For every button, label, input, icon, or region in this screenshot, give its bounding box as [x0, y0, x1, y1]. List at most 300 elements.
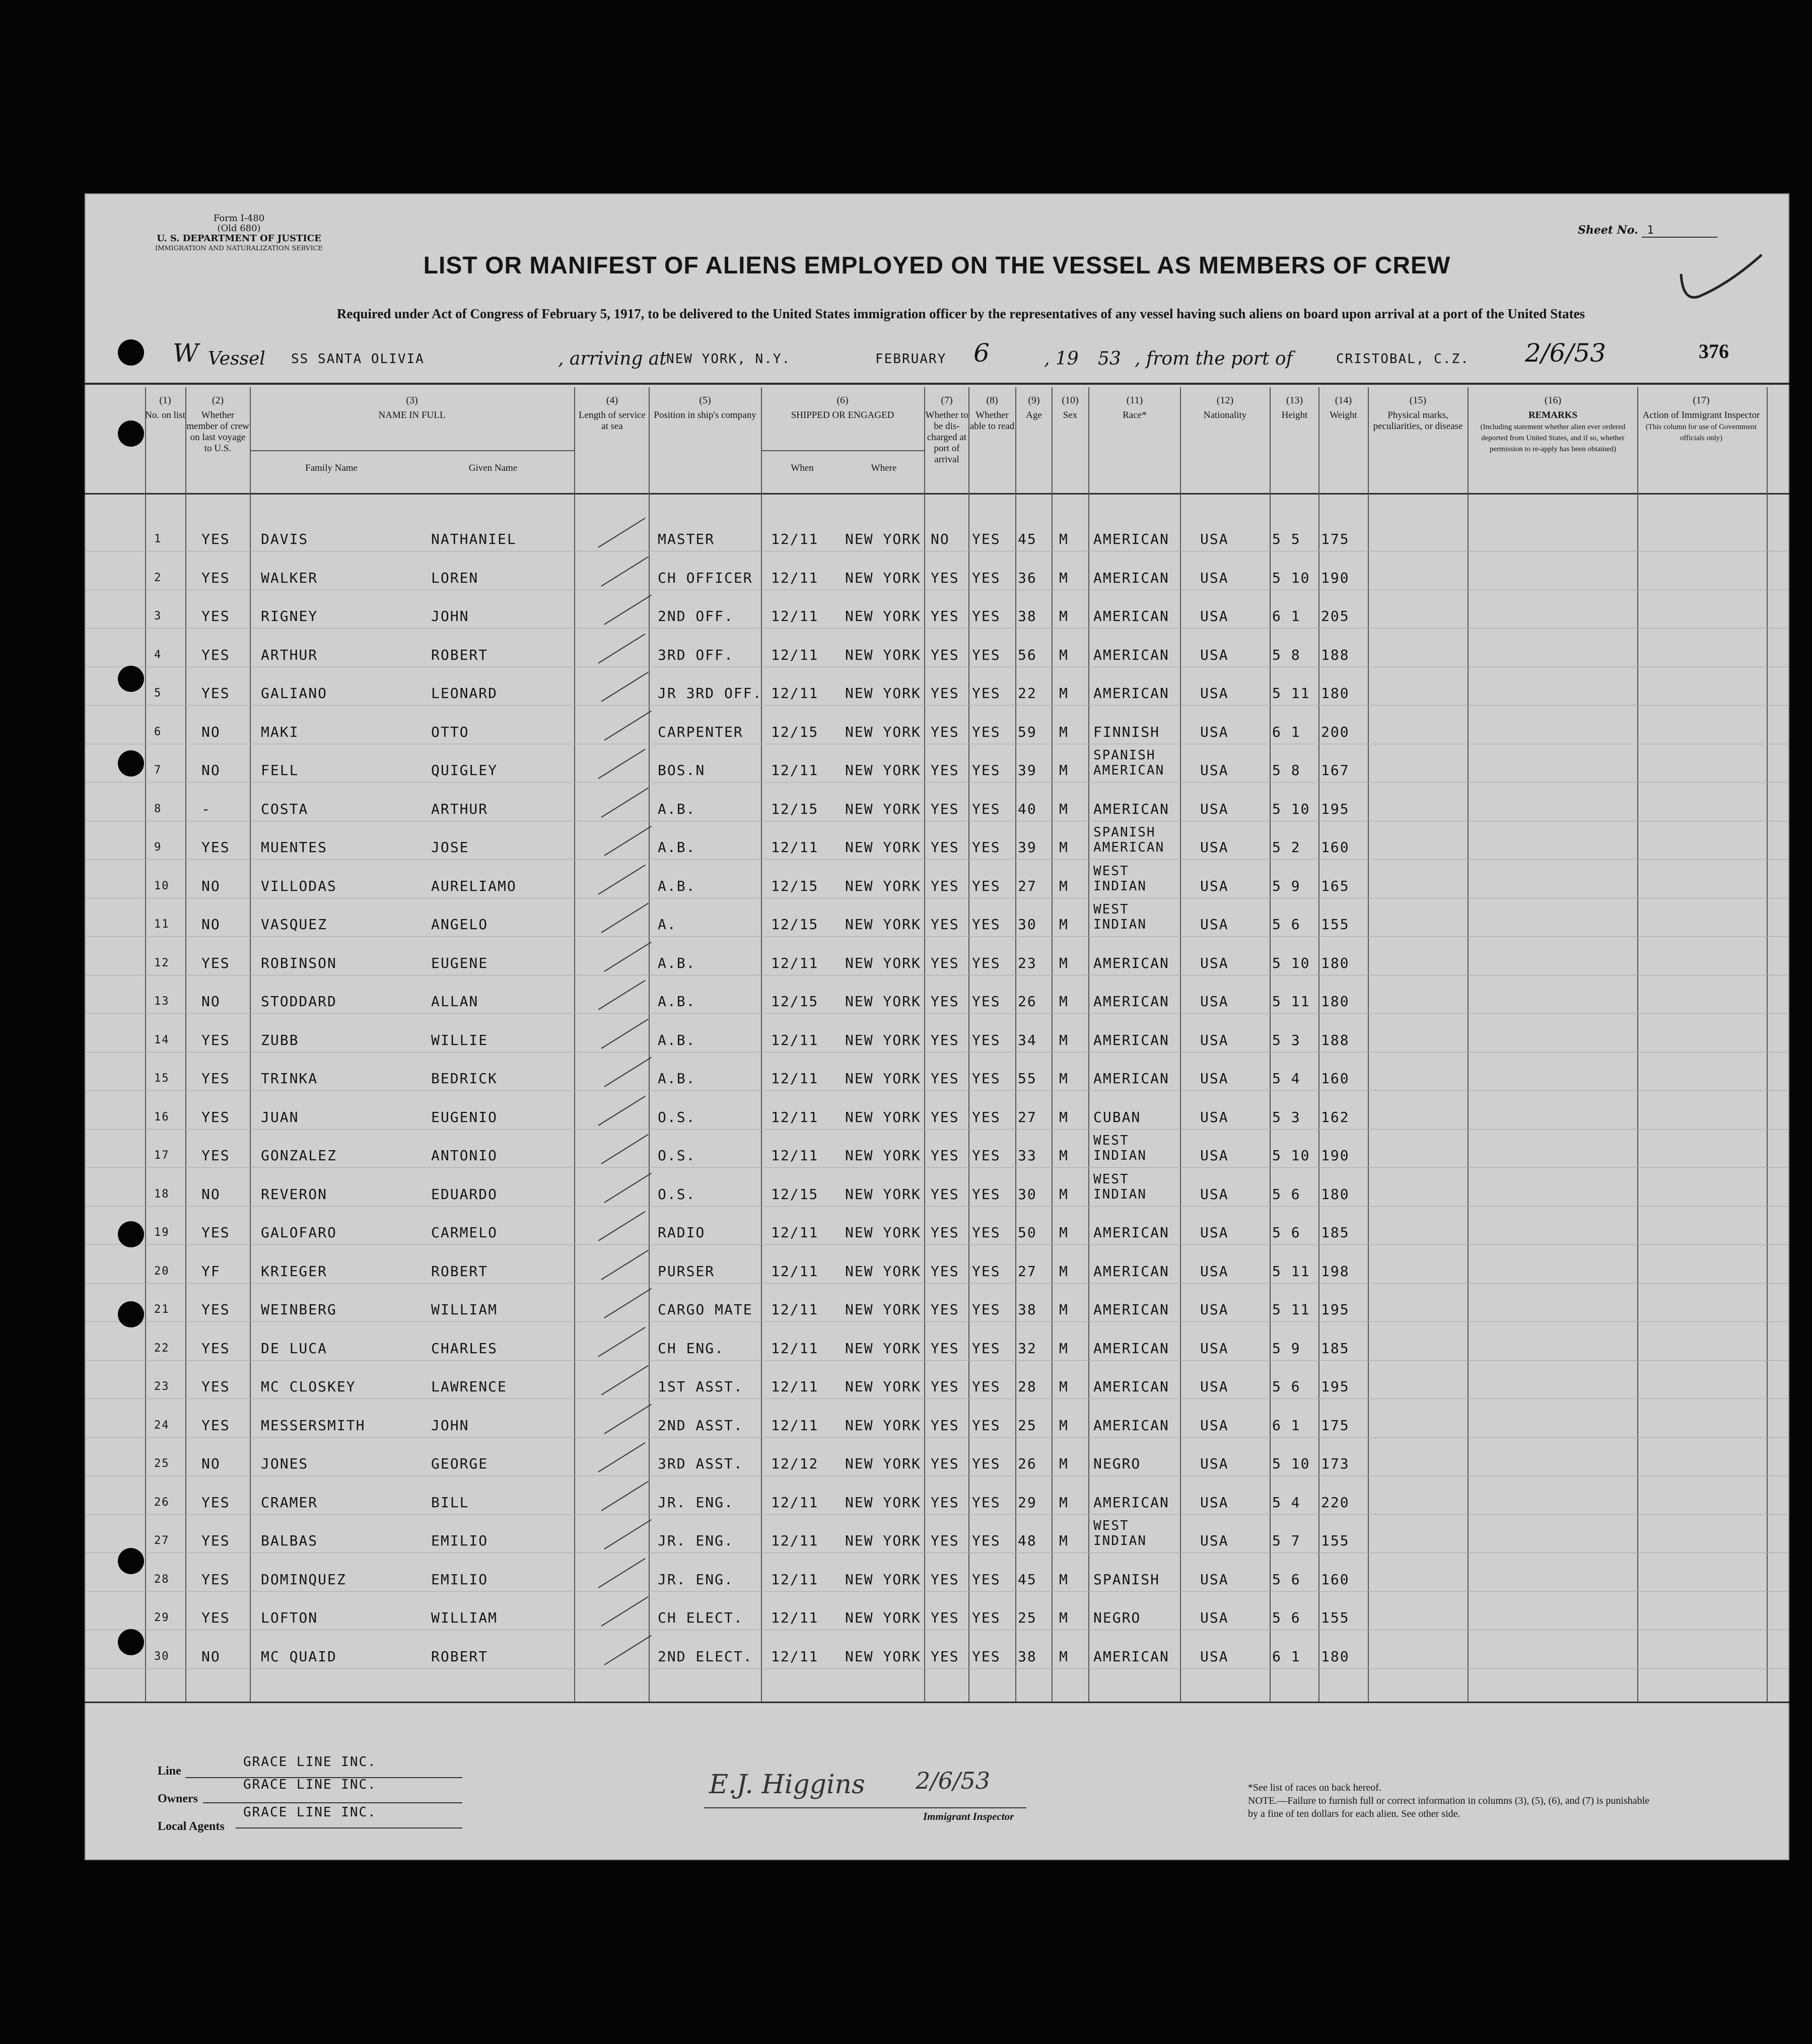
family-name: JONES	[261, 1455, 309, 1472]
given-name: AURELIAMO	[431, 877, 517, 894]
to-be-discharged: YES	[931, 1378, 959, 1395]
col-header-17: (17) Action of Immigrant Inspector (This column for use of Government officials only)	[1642, 395, 1760, 442]
to-be-discharged: YES	[931, 1455, 959, 1472]
shipped-when: 12/15	[771, 993, 819, 1010]
sex: M	[1059, 1494, 1069, 1511]
sex: M	[1059, 531, 1069, 547]
nationality: USA	[1200, 916, 1229, 933]
given-name: ROBERT	[431, 646, 489, 663]
weight: 195	[1321, 1301, 1350, 1318]
shipped-when: 12/11	[771, 1378, 819, 1395]
weight: 160	[1321, 839, 1350, 856]
shipped-when: 12/11	[771, 685, 819, 701]
check-mark-icon	[601, 787, 648, 817]
age: 50	[1018, 1224, 1037, 1241]
column-divider	[1270, 387, 1271, 1702]
able-to-read: YES	[972, 1455, 1001, 1472]
height: 5 9	[1272, 1340, 1301, 1357]
position: A.B.	[658, 993, 696, 1010]
check-mark-icon	[604, 1635, 651, 1665]
check-mark-icon	[601, 1249, 648, 1280]
race: AMERICAN	[1093, 1031, 1169, 1048]
arriving-label: , arriving at	[558, 348, 667, 369]
family-name: ROBINSON	[261, 954, 337, 971]
race: AMERICAN	[1093, 1224, 1169, 1241]
previous-voyage: YES	[201, 954, 230, 971]
position: 3RD OFF.	[658, 646, 734, 663]
height: 5 11	[1272, 1262, 1310, 1280]
line-label: Line	[158, 1765, 181, 1778]
to-be-discharged: YES	[931, 646, 959, 663]
family-name: REVERON	[261, 1185, 328, 1203]
position: 1ST ASST.	[658, 1378, 743, 1395]
position: CH OFFICER	[658, 569, 753, 586]
weight: 198	[1321, 1262, 1350, 1280]
table-bottom-rule	[85, 1702, 1789, 1703]
col-header-3: (3) NAME IN FULL	[378, 395, 446, 420]
col-header-12: (12) Nationality	[1203, 395, 1247, 420]
shipped-when: 12/11	[771, 1224, 819, 1241]
row-number: 18	[154, 1187, 170, 1201]
weight: 167	[1321, 762, 1350, 779]
race: AMERICAN	[1093, 531, 1169, 547]
nationality: USA	[1200, 839, 1229, 856]
sex: M	[1059, 800, 1069, 817]
sex: M	[1059, 1108, 1069, 1125]
column-divider	[649, 387, 650, 1702]
weight: 185	[1321, 1224, 1350, 1241]
age: 27	[1018, 1262, 1037, 1280]
age: 40	[1018, 800, 1037, 817]
shipped-where: NEW YORK	[845, 1185, 921, 1203]
header-top-rule	[85, 383, 1789, 385]
family-name: KRIEGER	[261, 1262, 328, 1280]
family-name: GALIANO	[261, 685, 328, 701]
sheet-number-label: Sheet No.	[1578, 224, 1638, 237]
to-be-discharged: YES	[931, 1185, 959, 1203]
race: WEST INDIAN	[1093, 1518, 1147, 1548]
family-name: CRAMER	[261, 1494, 318, 1511]
binder-hole	[118, 1221, 144, 1247]
line-value: GRACE LINE INC.	[243, 1754, 377, 1770]
given-name: EDUARDO	[431, 1185, 498, 1203]
shipped-when: 12/11	[771, 1147, 819, 1164]
check-mark-icon	[601, 1596, 648, 1627]
row-number: 13	[154, 995, 170, 1008]
position: RADIO	[658, 1224, 706, 1241]
penalty-note: NOTE.—Failure to furnish full or correct information in columns (3), (5), (6), and (7) is punishable by a fine of ten dollars for each alien. See other side.	[1248, 1795, 1650, 1819]
height: 5 4	[1272, 1494, 1301, 1511]
given-name: ALLAN	[431, 993, 479, 1010]
row-number: 2	[154, 571, 162, 584]
race: AMERICAN	[1093, 1417, 1169, 1434]
weight: 173	[1321, 1455, 1350, 1472]
nationality: USA	[1200, 1417, 1229, 1434]
vessel-name: SS SANTA OLIVIA	[291, 351, 425, 367]
race: AMERICAN	[1093, 569, 1169, 586]
row-number: 10	[154, 879, 170, 892]
check-mark-icon	[604, 941, 651, 971]
shipped-where: NEW YORK	[845, 1532, 921, 1549]
able-to-read: YES	[972, 1070, 1001, 1087]
shipped-when: 12/11	[771, 1648, 819, 1665]
shipped-where: NEW YORK	[845, 723, 921, 740]
height: 6 1	[1272, 723, 1301, 740]
height: 5 10	[1272, 800, 1310, 817]
column-divider	[1468, 387, 1469, 1702]
previous-voyage: YES	[201, 1532, 230, 1549]
given-name: ROBERT	[431, 1262, 489, 1280]
check-mark-icon	[601, 1018, 648, 1048]
race: AMERICAN	[1093, 1378, 1169, 1395]
family-name: DAVIS	[261, 531, 309, 547]
age: 25	[1018, 1417, 1037, 1434]
check-mark-icon	[601, 903, 648, 933]
check-mark-icon	[598, 518, 645, 548]
shipped-where: NEW YORK	[845, 1609, 921, 1626]
shipped-where: NEW YORK	[845, 608, 921, 624]
agents-label: Local Agents	[158, 1820, 225, 1833]
column-divider	[1318, 387, 1319, 1702]
to-be-discharged: YES	[931, 1609, 959, 1626]
check-mark-icon	[604, 1519, 651, 1549]
position: JR. ENG.	[658, 1494, 734, 1511]
shipped-where: NEW YORK	[845, 993, 921, 1010]
race: AMERICAN	[1093, 1262, 1169, 1280]
nationality: USA	[1200, 954, 1229, 971]
height: 5 6	[1272, 1378, 1301, 1395]
check-mark-icon	[604, 1403, 651, 1434]
sex: M	[1059, 1070, 1069, 1087]
form-old-number: (Old 680)	[217, 223, 261, 234]
previous-voyage: YES	[201, 685, 230, 701]
to-be-discharged: YES	[931, 1031, 959, 1048]
column-divider	[968, 387, 969, 1702]
age: 56	[1018, 646, 1037, 663]
row-number: 24	[154, 1419, 170, 1432]
row-number: 3	[154, 610, 162, 622]
given-name: OTTO	[431, 723, 469, 740]
row-number: 17	[154, 1149, 170, 1162]
able-to-read: YES	[972, 531, 1001, 547]
shipped-when: 12/11	[771, 1301, 819, 1318]
race: WEST INDIAN	[1093, 863, 1147, 894]
col-header-8: (8) Whether able to read	[969, 395, 1015, 432]
nationality: USA	[1200, 993, 1229, 1010]
sex: M	[1059, 1185, 1069, 1203]
row-number: 1	[154, 533, 162, 545]
previous-voyage: NO	[201, 1185, 221, 1203]
departure-port: CRISTOBAL, C.Z.	[1336, 351, 1470, 367]
shipped-when: 12/11	[771, 1031, 819, 1048]
to-be-discharged: YES	[931, 608, 959, 624]
weight: 155	[1321, 1609, 1350, 1626]
height: 6 1	[1272, 1648, 1301, 1665]
to-be-discharged: YES	[931, 1224, 959, 1241]
shipped-where: NEW YORK	[845, 1070, 921, 1087]
check-mark-icon	[601, 672, 648, 702]
race: AMERICAN	[1093, 993, 1169, 1010]
shipped-where: NEW YORK	[845, 1378, 921, 1395]
to-be-discharged: YES	[931, 800, 959, 817]
weight: 220	[1321, 1494, 1350, 1511]
previous-voyage: NO	[201, 877, 221, 894]
weight: 180	[1321, 685, 1350, 701]
shipped-when-header: When	[791, 463, 814, 473]
row-rule	[85, 1514, 1789, 1515]
given-name-header: Given Name	[468, 463, 518, 473]
previous-voyage: YES	[201, 1301, 230, 1318]
weight: 188	[1321, 1031, 1350, 1048]
inspector-signature: E.J. Higgins	[709, 1770, 865, 1800]
height: 5 7	[1272, 1532, 1301, 1549]
manifest-footer	[85, 1707, 1789, 1858]
shipped-when: 12/11	[771, 1609, 819, 1626]
position: MASTER	[658, 531, 715, 547]
check-mark-icon	[604, 826, 651, 856]
sheet-number-value: 1	[1642, 224, 1717, 238]
age: 38	[1018, 1301, 1037, 1318]
able-to-read: YES	[972, 1609, 1001, 1626]
given-name: BEDRICK	[431, 1070, 498, 1087]
col-header-14: (14) Weight	[1330, 395, 1357, 420]
shipped-where: NEW YORK	[845, 800, 921, 817]
sex: M	[1059, 762, 1069, 779]
nationality: USA	[1200, 1340, 1229, 1357]
sex: M	[1059, 1609, 1069, 1626]
weight: 162	[1321, 1108, 1350, 1125]
position: BOS.N	[658, 762, 706, 779]
position: O.S.	[658, 1147, 696, 1164]
weight: 190	[1321, 1147, 1350, 1164]
sheet-number	[1578, 224, 1717, 238]
position: JR 3RD OFF.	[658, 685, 762, 701]
shipped-when: 12/11	[771, 1494, 819, 1511]
nationality: USA	[1200, 1455, 1229, 1472]
to-be-discharged: YES	[931, 762, 959, 779]
owners-value: GRACE LINE INC.	[243, 1777, 377, 1792]
shipped-when: 12/11	[771, 569, 819, 586]
able-to-read: YES	[972, 685, 1001, 701]
given-name: JOSE	[431, 839, 469, 856]
previous-voyage: YES	[201, 1378, 230, 1395]
family-name: LOFTON	[261, 1609, 318, 1626]
col-header-1: (1) No. on list	[145, 395, 185, 420]
weight: 185	[1321, 1340, 1350, 1357]
able-to-read: YES	[972, 1378, 1001, 1395]
previous-voyage: YES	[201, 646, 230, 663]
nationality: USA	[1200, 1648, 1229, 1665]
able-to-read: YES	[972, 877, 1001, 894]
nationality: USA	[1200, 1571, 1229, 1588]
check-mark-icon	[598, 864, 645, 894]
shipped-where: NEW YORK	[845, 1455, 921, 1472]
shipped-when: 12/11	[771, 1262, 819, 1280]
family-name: MC CLOSKEY	[261, 1378, 356, 1395]
row-rule	[85, 1206, 1789, 1207]
position: A.B.	[658, 800, 696, 817]
column-divider	[1180, 387, 1181, 1702]
race: AMERICAN	[1093, 954, 1169, 971]
family-name: RIGNEY	[261, 608, 318, 624]
shipped-where: NEW YORK	[845, 685, 921, 701]
row-number: 21	[154, 1303, 170, 1316]
sex: M	[1059, 1417, 1069, 1434]
given-name: LAWRENCE	[431, 1378, 507, 1395]
height: 5 11	[1272, 993, 1310, 1010]
able-to-read: YES	[972, 1147, 1001, 1164]
vessel-label: Vessel	[208, 348, 265, 369]
row-rule	[85, 1283, 1789, 1284]
race: FINNISH	[1093, 723, 1160, 740]
to-be-discharged: YES	[931, 1301, 959, 1318]
position: CH ENG.	[658, 1340, 725, 1357]
able-to-read: YES	[972, 646, 1001, 663]
height: 5 3	[1272, 1108, 1301, 1125]
row-number: 28	[154, 1573, 170, 1586]
nationality: USA	[1200, 1070, 1229, 1087]
column-divider	[1052, 387, 1053, 1702]
agents-rule	[236, 1827, 462, 1828]
height: 5 8	[1272, 646, 1301, 663]
shipped-subheader-rule	[762, 450, 924, 451]
row-number: 8	[154, 802, 162, 815]
given-name: LOREN	[431, 569, 479, 586]
nationality: USA	[1200, 1301, 1229, 1318]
shipped-where: NEW YORK	[845, 877, 921, 894]
able-to-read: YES	[972, 916, 1001, 933]
signature-rule	[704, 1807, 1026, 1808]
height: 5 10	[1272, 1147, 1310, 1164]
age: 26	[1018, 993, 1037, 1010]
column-divider	[924, 387, 925, 1702]
height: 5 10	[1272, 954, 1310, 971]
able-to-read: YES	[972, 1571, 1001, 1588]
height: 5 11	[1272, 685, 1310, 701]
check-mark-icon	[598, 1211, 645, 1241]
row-number: 29	[154, 1611, 170, 1624]
check-mark-icon	[604, 595, 651, 625]
age: 33	[1018, 1147, 1037, 1164]
height: 5 2	[1272, 839, 1301, 856]
shipped-where: NEW YORK	[845, 762, 921, 779]
check-mark-icon	[604, 710, 651, 740]
race: AMERICAN	[1093, 1494, 1169, 1511]
shipped-when: 12/11	[771, 762, 819, 779]
row-number: 26	[154, 1496, 170, 1509]
previous-voyage: NO	[201, 1455, 221, 1472]
check-mark-icon	[598, 980, 645, 1010]
age: 26	[1018, 1455, 1037, 1472]
nationality: USA	[1200, 646, 1229, 663]
family-name: WEINBERG	[261, 1301, 337, 1318]
race: WEST INDIAN	[1093, 1171, 1147, 1202]
row-number: 30	[154, 1650, 170, 1663]
race: AMERICAN	[1093, 1340, 1169, 1357]
position: JR. ENG.	[658, 1571, 734, 1588]
vessel-handnote: W	[173, 338, 199, 368]
weight: 195	[1321, 1378, 1350, 1395]
column-divider	[574, 387, 575, 1702]
able-to-read: YES	[972, 800, 1001, 817]
height: 5 6	[1272, 1571, 1301, 1588]
able-to-read: YES	[972, 1185, 1001, 1203]
position: CH ELECT.	[658, 1609, 743, 1626]
family-name: VILLODAS	[261, 877, 337, 894]
check-mark-icon	[598, 633, 645, 663]
able-to-read: YES	[972, 1340, 1001, 1357]
check-mark-icon	[601, 556, 648, 586]
required-statement: Required under Act of Congress of February 5, 1917, to be delivered to the United States immigration officer by the representatives of any vessel having such aliens on board upon arrival at a port of the United States	[336, 306, 1585, 321]
race: SPANISH AMERICAN	[1093, 825, 1165, 855]
age: 30	[1018, 1185, 1037, 1203]
given-name: CHARLES	[431, 1340, 498, 1357]
race: AMERICAN	[1093, 800, 1169, 817]
sex: M	[1059, 608, 1069, 624]
previous-voyage: YES	[201, 1224, 230, 1241]
previous-voyage: YES	[201, 1609, 230, 1626]
previous-voyage: YES	[201, 531, 230, 547]
column-divider	[761, 387, 762, 1702]
previous-voyage: YES	[201, 1571, 230, 1588]
shipped-when: 12/11	[771, 608, 819, 624]
position: A.B.	[658, 1031, 696, 1048]
given-name: WILLIE	[431, 1031, 489, 1048]
row-number: 7	[154, 764, 162, 777]
row-number: 11	[154, 918, 170, 931]
manifest-sheet	[85, 193, 1789, 1860]
position: JR. ENG.	[658, 1532, 734, 1549]
weight: 200	[1321, 723, 1350, 740]
given-name: ANTONIO	[431, 1147, 498, 1164]
family-name: MC QUAID	[261, 1648, 337, 1665]
shipped-when: 12/12	[771, 1455, 819, 1472]
arrival-year: 53	[1098, 348, 1121, 369]
age: 45	[1018, 531, 1037, 547]
position: PURSER	[658, 1262, 715, 1280]
shipped-when: 12/11	[771, 839, 819, 856]
sex: M	[1059, 1301, 1069, 1318]
position: O.S.	[658, 1108, 696, 1125]
binder-hole	[118, 1629, 144, 1655]
given-name: EMILIO	[431, 1571, 489, 1588]
col-header-13: (13) Height	[1281, 395, 1308, 420]
binder-hole	[118, 750, 144, 777]
to-be-discharged: YES	[931, 954, 959, 971]
previous-voyage: YES	[201, 839, 230, 856]
race: SPANISH AMERICAN	[1093, 748, 1165, 778]
row-rule	[85, 705, 1789, 706]
binder-hole	[118, 666, 144, 692]
age: 23	[1018, 954, 1037, 971]
position: A.	[658, 916, 677, 933]
owners-rule	[203, 1802, 462, 1803]
nationality: USA	[1200, 1147, 1229, 1164]
previous-voyage: YES	[201, 1031, 230, 1048]
column-divider	[1368, 387, 1369, 1702]
race: AMERICAN	[1093, 1648, 1169, 1665]
check-mark-icon	[598, 1326, 645, 1357]
owners-label: Owners	[158, 1792, 198, 1805]
arrival-day: 6	[973, 338, 990, 368]
header-bottom-rule	[85, 493, 1789, 495]
sex: M	[1059, 569, 1069, 586]
nationality: USA	[1200, 531, 1229, 547]
shipped-where: NEW YORK	[845, 839, 921, 856]
row-rule	[85, 1244, 1789, 1245]
family-name: WALKER	[261, 569, 318, 586]
col-header-7: (7) Whether to be dis-charged at port of arrival	[925, 395, 968, 465]
